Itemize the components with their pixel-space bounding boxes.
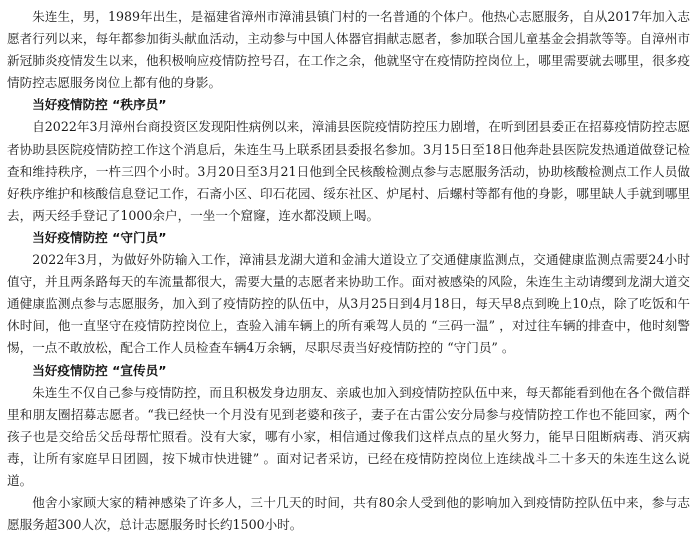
intro-paragraph: 朱连生，男，1989年出生，是福建省漳州市漳浦县镇门村的一名普通的个体户。他热心志愿服务，自从2017年加入志愿者行列以来，每年都参加街头献血活动，主动参与中国人体器官捐献志愿者，参加联合国儿童基金会捐款等等。自漳州市新冠肺炎疫情发生以来，他积极响应疫情防控号召，在工作之余，他就坚守在疫情防控岗位上，哪里需要就去哪里，很多疫情防控志愿服务岗位上都有他的身影。 (7, 9, 690, 91)
gatekeeper-paragraph: 2022年3月，为做好外防输入工作，漳浦县龙湖大道和金浦大道设立了交通健康监测点，交通健康监测点需要24小时值守，并且两条路每天的车流量都很大，需要大量的志愿者来协助工作。面对被感染的风险，朱连生主动请缨到龙湖大道交通健康监测点参与志愿服务，加入到了疫情防控的队伍中，从3月25日到4月18日，每天早8点到晚上10点，除了吃饭和午休时间，他一直坚守在疫情防控岗位上，查验入浦车辆上的所有乘驾人员的 “三码一温” ，对过往车辆的排查中，他时刻警惕，一点不敢放松，配合工作人员检查车辆4万余辆，尽职尽责当好疫情防控的 “守门员” 。 (7, 252, 690, 356)
section-heading-gatekeeper: 当好疫情防控 “守门员” (32, 229, 167, 245)
publicist-paragraph: 朱连生不仅自己参与疫情防控，而且积极发身边朋友、亲戚也加入到疫情防控队伍中来，每天都能看到他在各个微信群里和朋友圈招募志愿者。“我已经快一个月没有见到老婆和孩子，妻子在古雷公安分局参与疫情防控工作也不能回家，两个孩子也是交给岳父岳母帮忙照看。没有大家，哪有小家，相信通过像我们这样点点的星火努力，能早日阻断病毒、消灭病毒，让所有家庭早日团圆，按下城市快进键” 。面对记者采访，已经在疫情防控岗位上连续战斗二十多天的朱连生这么说道。 (7, 384, 690, 488)
section-heading-publicist: 当好疫情防控 “宣传员” (32, 362, 167, 378)
closing-paragraph: 他舍小家顾大家的精神感染了许多人，三十几天的时间，共有80余人受到他的影响加入到疫情防控队伍中来，参与志愿服务超300人次，总计志愿服务时长约1500小时。 (7, 495, 690, 533)
section-heading-order-keeper: 当好疫情防控 “秩序员” (32, 97, 167, 113)
order-keeper-paragraph: 自2022年3月漳州台商投资区发现阳性病例以来，漳浦县医院疫情防控压力剧增，在听到团县委正在招募疫情防控志愿者协助县医院疫情防控工作这个消息后，朱连生马上联系团县委报名参加。3月15日至18日他奔赴县医院发热通道做登记检查和维持秩序，一杵三四个小时。3月20日至3月21日他到全民核酸检测点参与志愿服务活动，协助核酸检测点工作人员做好秩序维护和核酸信息登记工作，石斋小区、印石花园、绥东社区、炉尾村、后螺村等都有他的身影，哪里缺人手就到哪里去，两天经手登记了1000余户，一坐一个窟窿，连水都没顾上喝。 (7, 119, 690, 223)
